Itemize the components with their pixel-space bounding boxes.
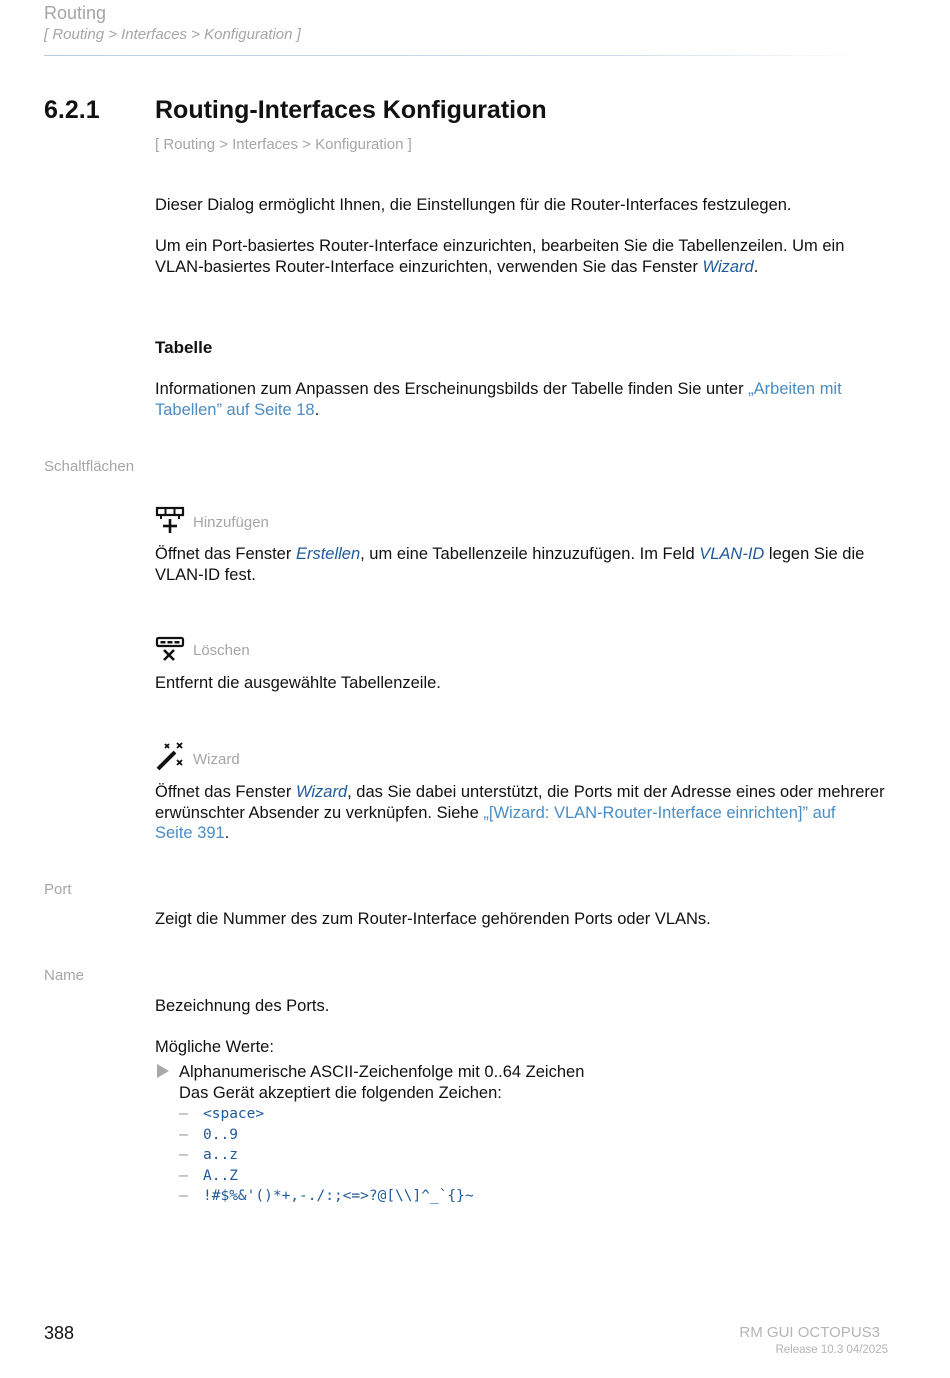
delete-row-icon (155, 634, 185, 664)
dash-glyph: – (179, 1125, 188, 1143)
dash-glyph: – (179, 1105, 188, 1122)
char-uppercase: A..Z (203, 1167, 238, 1184)
wizard-desc-text2: , das Sie dabei unterstützt, die Ports mit der Adresse eines oder mehrerer (347, 783, 885, 801)
bullet-line1: Alphanumerische ASCII-Zeichenfolge mit 0..64 Zeichen (179, 1063, 585, 1081)
header-divider (44, 55, 864, 56)
allowed-characters-list (179, 1104, 474, 1207)
document-title: RM GUI OCTOPUS3 (739, 1324, 880, 1341)
magic-wand-icon (155, 742, 185, 772)
add-button-label: Hinzufügen (193, 513, 269, 531)
dash-glyph: – (179, 1146, 188, 1163)
add-desc-text1: Öffnet das Fenster (155, 545, 296, 563)
port-description: Zeigt die Nummer des zum Router-Interface gehörenden Ports oder VLANs. (155, 910, 711, 928)
char-list-item (179, 1125, 474, 1146)
section-breadcrumb: [ Routing > Interfaces > Konfiguration ] (155, 136, 412, 153)
side-label-schaltflaechen: Schaltflächen (44, 458, 135, 475)
tabelle-paragraph (155, 379, 895, 420)
wizard-term: Wizard (702, 257, 754, 276)
running-header-path: [ Routing > Interfaces > Konfiguration ] (44, 26, 301, 43)
add-button-row[interactable] (155, 505, 269, 535)
side-label-name: Name (44, 967, 85, 984)
tabelle-heading: Tabelle (155, 338, 213, 357)
side-label-port: Port (44, 881, 72, 898)
add-desc-text3: legen Sie die (764, 545, 865, 563)
section-title: Routing-Interfaces Konfiguration (155, 96, 547, 124)
wizard-button-label: Wizard (193, 750, 240, 768)
char-space: <space> (203, 1106, 265, 1122)
wizard-desc-text3: erwünschter Absender zu verknüpfen. Siehe (155, 803, 484, 822)
name-description: Bezeichnung des Ports. (155, 997, 330, 1015)
add-description (155, 544, 895, 585)
running-header-title: Routing (44, 3, 107, 23)
char-lowercase: a..z (203, 1147, 238, 1163)
bullet-item (179, 1062, 879, 1103)
intro-paragraph-2 (155, 236, 895, 277)
add-desc-text2: , um eine Tabellenzeile hinzuzufügen. Im Feld (360, 545, 700, 563)
dash-glyph: – (179, 1166, 188, 1184)
char-list-item (179, 1104, 474, 1125)
tabelle-text-end: . (314, 400, 320, 419)
delete-button-row[interactable] (155, 634, 250, 664)
tabelle-text: Informationen zum Anpassen des Erscheinungsbilds der Tabelle finden Sie unter (155, 380, 749, 398)
dash-glyph: – (179, 1187, 188, 1204)
wizard-button-row[interactable] (155, 742, 240, 772)
add-row-icon (155, 505, 185, 535)
intro-p2-end: . (753, 257, 759, 276)
char-digits: 0..9 (203, 1126, 238, 1143)
intro-p2-line1: Um ein Port-basiertes Router-Interface einzurichten, bearbeiten Sie die Tabellenzeilen. Um ein (155, 237, 845, 255)
wizard-link-part2[interactable]: Seite 391 (155, 824, 225, 842)
intro-paragraph-1: Dieser Dialog ermöglicht Ihnen, die Einstellungen für die Router-Interfaces festzulegen. (155, 196, 792, 214)
add-desc-text4: VLAN-ID fest. (155, 565, 256, 584)
release-info: Release 10.3 04/2025 (775, 1344, 888, 1356)
bullet-triangle-icon (157, 1064, 169, 1083)
wizard-term-2: Wizard (295, 783, 348, 801)
erstellen-term: Erstellen (295, 545, 361, 563)
intro-p2-text: VLAN-basiertes Router-Interface einzurichten, verwenden Sie das Fenster (155, 257, 703, 276)
tabelle-link-part1[interactable]: „Arbeiten mit (748, 380, 842, 398)
char-list-item (179, 1145, 474, 1166)
wizard-link-part1[interactable]: „[Wizard: VLAN-Router-Interface einrichten]” auf (483, 803, 836, 822)
char-list-item (179, 1166, 474, 1187)
bullet-line2: Das Gerät akzeptiert die folgenden Zeichen: (179, 1083, 502, 1102)
char-list-item (179, 1186, 474, 1207)
delete-description: Entfernt die ausgewählte Tabellenzeile. (155, 674, 441, 692)
wizard-description (155, 782, 895, 844)
wizard-desc-text1: Öffnet das Fenster (155, 783, 296, 801)
tabelle-link-part2[interactable]: Tabellen” auf Seite 18 (155, 400, 315, 419)
wizard-desc-end: . (224, 824, 230, 842)
page-number: 388 (44, 1323, 75, 1343)
section-number: 6.2.1 (44, 96, 100, 124)
vlan-id-term: VLAN-ID (699, 545, 765, 563)
delete-button-label: Löschen (193, 641, 250, 659)
possible-values-heading: Mögliche Werte: (155, 1038, 274, 1056)
char-special: !#$%&'()*+,-./:;<=>?@[\\]^_`{}~ (203, 1188, 474, 1204)
